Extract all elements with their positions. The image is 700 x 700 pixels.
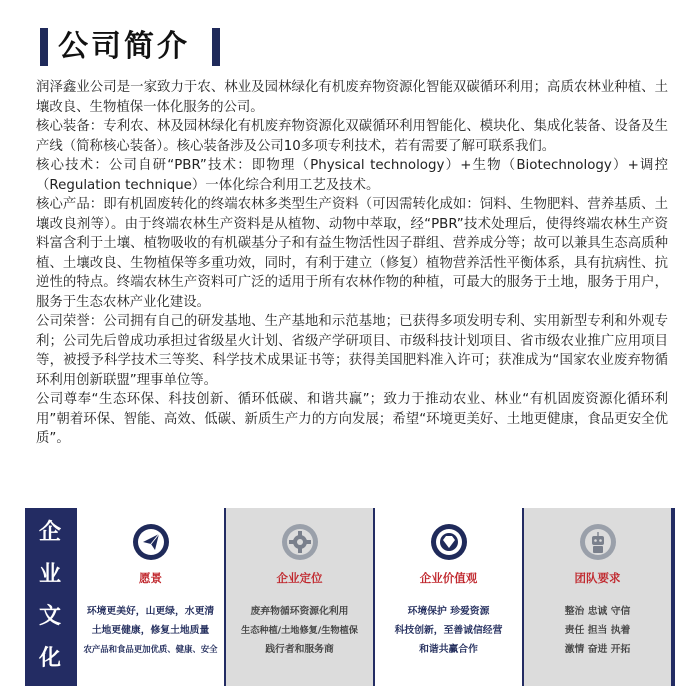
intro-paragraph: 润泽鑫业公司是一家致力于农、林业及园林绿化有机废弃物资源化智能双碳循环利用；高质农林业种植、土壤改良、生物植保一体化服务的公司。 xyxy=(36,80,668,115)
team-lines xyxy=(528,602,667,659)
core-technology-paragraph: 核心技术：公司自研“PBR”技术：即物理（Physical technology）+生物（Biotechnology）+调控（Regulation technique）一体化综合利用工艺及技术。 xyxy=(36,158,668,193)
section-header xyxy=(40,22,280,72)
culture-title-char: 企 xyxy=(38,520,61,545)
culture-title-char: 业 xyxy=(38,562,61,587)
page-title: 公司简介 xyxy=(58,29,190,64)
corporate-culture-band xyxy=(25,508,675,686)
positioning-line: 践行者和服务商 xyxy=(265,644,334,655)
positioning-card xyxy=(226,508,373,686)
team-heading: 团队要求 xyxy=(574,571,621,585)
team-line: 整治 忠诚 守信 xyxy=(564,606,631,617)
core-product-paragraph: 核心产品：即有机固废转化的终端农林多类型生产资料（可因需转化成如：饲料、生物肥料、营养基质、土壤改良剂等）。由于终端农林生产资料是从植物、动物中萃取，经“PBR”技术处理后，使得终端农林生产资料富含利于土壤、植物吸收的有机碳基分子和有益生物活性因子群组、营养成分等；故可以兼具生态高质种植、土壤改良、生物植保等多重功效，同时，有利于建立（修复）植物营养活性平衡体系，具有抗病性、抗逆性的特点。终端农林生产资料可广泛的适用于所有农林作物的种植，可最大的服务于土地，服务于用户，服务于生态农林产业化建设。 xyxy=(36,197,668,310)
values-card xyxy=(375,508,522,686)
values-lines xyxy=(379,602,518,659)
header-right-bar xyxy=(212,28,220,66)
culture-vertical-title xyxy=(25,508,75,686)
team-line: 责任 担当 执着 xyxy=(564,625,631,636)
core-equipment-paragraph: 核心装备：专利农、林及园林绿化有机废弃物资源化双碳循环利用智能化、模块化、集成化装备、设备及生产线（简称核心装备）。核心装备涉及公司10多项专利技术，若有需要了解可联系我们。 xyxy=(36,119,668,154)
vision-card xyxy=(77,508,224,686)
values-line: 科技创新，至善诚信经营 xyxy=(394,625,503,636)
vision-heading: 愿景 xyxy=(139,571,162,585)
mission-paragraph: 公司尊奉“生态环保、科技创新、循环低碳、和谐共赢”；致力于推动农业、林业“有机固废资源化循环利用”朝着环保、智能、高效、低碳、新质生产力的方向发展；希望“环境更美好、土地更健康，食品更安全优质”。 xyxy=(36,392,668,446)
honors-paragraph: 公司荣誉：公司拥有自己的研发基地、生产基地和示范基地；已获得多项发明专利、实用新型专利和外观专利；公司先后曾成功承担过省级星火计划、省级产学研项目、市级科技计划项目、省市级农业推广应用项目等，被授予科学技术三等奖、科学技术成果证书等；获得美国肥料准入许可；获准成为“国家农业废弃物循环利用创新联盟”理事单位等。 xyxy=(36,314,668,388)
positioning-heading: 企业定位 xyxy=(276,571,323,585)
positioning-line: 废弃物循环资源化利用 xyxy=(250,606,349,617)
positioning-lines xyxy=(230,602,369,659)
vision-line: 环境更美好，山更绿，水更清 xyxy=(86,606,215,617)
culture-title-char: 化 xyxy=(38,646,61,671)
team-line: 激情 奋进 开拓 xyxy=(564,644,631,655)
culture-title-char: 文 xyxy=(38,604,61,629)
robot-team-icon xyxy=(578,522,618,562)
values-line: 环境保护 珍爱资源 xyxy=(407,606,490,617)
header-left-bar xyxy=(40,28,48,66)
paper-plane-icon xyxy=(131,522,171,562)
company-intro-text xyxy=(36,78,668,449)
vision-lines xyxy=(81,602,220,659)
gear-cog-icon xyxy=(280,522,320,562)
vision-line: 农产品和食品更加优质、健康、安全 xyxy=(83,644,218,654)
values-line: 和谐共赢合作 xyxy=(419,644,478,655)
team-card xyxy=(524,508,671,686)
values-heading: 企业价值观 xyxy=(419,571,478,585)
diamond-icon xyxy=(429,522,469,562)
positioning-line: 生态种植/土地修复/生物植保 xyxy=(241,625,358,636)
vision-line: 土地更健康，修复土地质量 xyxy=(91,625,210,636)
